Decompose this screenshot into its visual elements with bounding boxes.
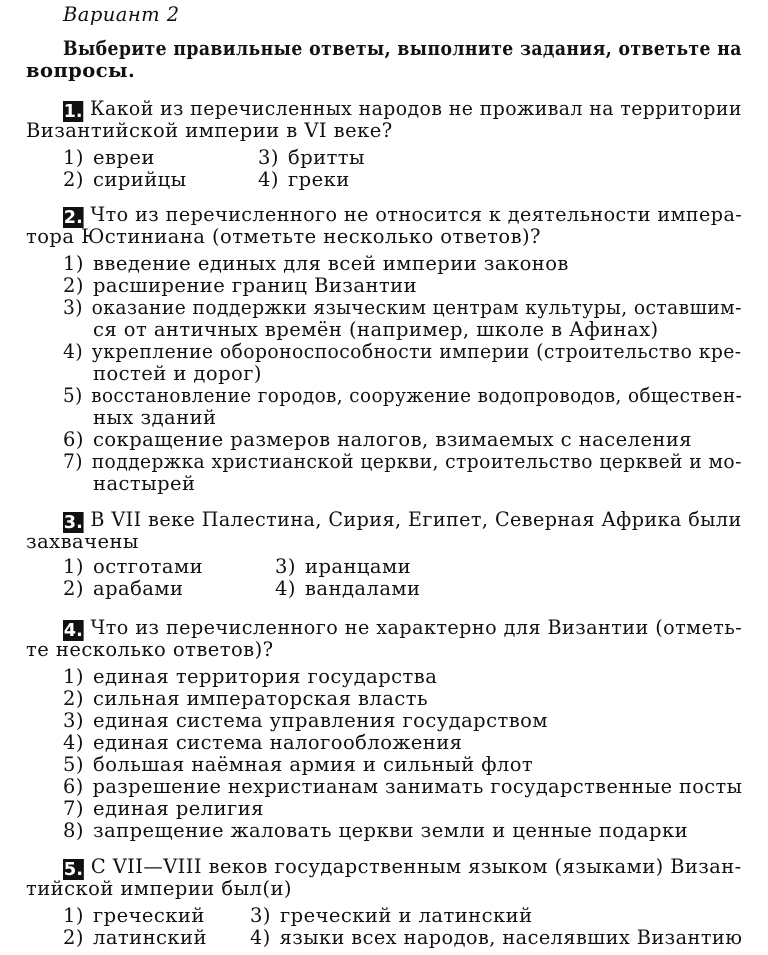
- question-1-number-badge: 1.: [63, 101, 83, 122]
- variant-title: Вариант 2: [63, 3, 180, 26]
- q2-option-4-cont: постей и дорог): [93, 362, 262, 385]
- q4-option-2: 2) сильная императорская власть: [63, 687, 429, 710]
- q5-option-4: 4) языки всех народов, населявших Византию: [250, 926, 743, 949]
- q4-option-4: 4) единая система налогообложения: [63, 731, 463, 754]
- q3-option-1: 1) остготами: [63, 555, 204, 578]
- question-4-number-badge: 4.: [63, 620, 83, 641]
- q4-option-7: 7) единая религия: [63, 797, 264, 820]
- instructions-line-2: вопросы.: [26, 59, 136, 82]
- question-1-line-1: 1. Какой из перечисленных народов не проживал на территории: [63, 97, 742, 122]
- q2-option-7-cont: настырей: [93, 472, 196, 495]
- question-2-number-badge: 2.: [63, 207, 83, 228]
- instructions-line-1: Выберите правильные ответы, выполните задания, ответьте на: [63, 37, 742, 60]
- q4-option-8: 8) запрещение жаловать церкви земли и ценные подарки: [63, 819, 689, 842]
- q1-option-3: 3) бритты: [258, 146, 366, 169]
- q5-option-1: 1) греческий: [63, 904, 205, 927]
- question-5-number-badge: 5.: [63, 859, 84, 880]
- q2-option-1: 1) введение единых для всей империи законов: [63, 252, 569, 275]
- question-2-line-2: тора Юстиниана (отметьте несколько ответов)?: [26, 225, 541, 248]
- q2-option-5-cont: ных зданий: [93, 406, 217, 429]
- q1-option-4: 4) греки: [258, 168, 350, 191]
- q2-option-4: 4) укрепление обороноспособности империи (строительство кре-: [63, 340, 742, 363]
- question-4-line-1: 4. Что из перечисленного не характерно для Византии (отметь-: [63, 616, 743, 641]
- q2-option-2: 2) расширение границ Византии: [63, 274, 418, 297]
- q3-option-4: 4) вандалами: [275, 577, 421, 600]
- q4-option-6: 6) разрешение нехристианам занимать государственные посты: [63, 775, 743, 798]
- q1-option-1: 1) евреи: [63, 146, 155, 169]
- q4-option-1: 1) единая территория государства: [63, 665, 438, 688]
- q2-option-6: 6) сокращение размеров налогов, взимаемых с населения: [63, 428, 693, 451]
- question-5-line-1: 5. С VII—VIII веков государственным языком (языками) Визан-: [63, 855, 742, 880]
- question-3-line-1: 3. В VII веке Палестина, Сирия, Египет, Северная Африка были: [63, 508, 742, 533]
- question-1-line-2: Византийской империи в VI веке?: [26, 119, 393, 142]
- q2-option-7: 7) поддержка христианской церкви, строительство церквей и мо-: [63, 450, 742, 473]
- q4-option-5: 5) большая наёмная армия и сильный флот: [63, 753, 534, 776]
- question-4-line-2: те несколько ответов)?: [26, 638, 274, 661]
- q2-option-3: 3) оказание поддержки языческим центрам культуры, оставшим-: [63, 296, 742, 319]
- q3-option-2: 2) арабами: [63, 577, 184, 600]
- q5-option-3: 3) греческий и латинский: [250, 904, 533, 927]
- question-3-line-2: захвачены: [26, 530, 139, 553]
- q2-option-5: 5) восстановление городов, сооружение водопроводов, обществен-: [63, 384, 743, 407]
- q4-option-3: 3) единая система управления государством: [63, 709, 548, 732]
- q1-option-2: 2) сирийцы: [63, 168, 187, 191]
- question-5-line-2: тийской империи был(и): [26, 877, 292, 900]
- q2-option-3-cont: ся от античных времён (например, школе в Афинах): [93, 318, 659, 341]
- question-2-line-1: 2. Что из перечисленного не относится к деятельности импера-: [63, 203, 743, 228]
- q5-option-2: 2) латинский: [63, 926, 207, 949]
- question-3-number-badge: 3.: [63, 512, 83, 533]
- q3-option-3: 3) иранцами: [275, 555, 412, 578]
